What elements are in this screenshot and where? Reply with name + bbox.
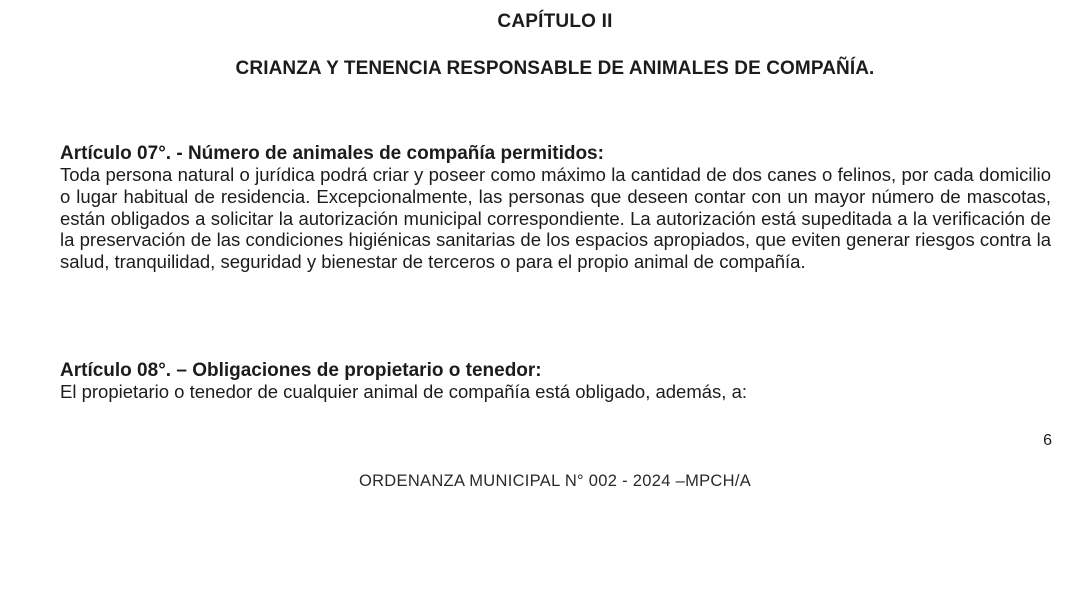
chapter-subtitle: CRIANZA Y TENENCIA RESPONSABLE DE ANIMALES DE COMPAÑÍA.: [235, 58, 875, 79]
article-07-heading: Artículo 07°. - Número de animales de compañía permitidos:: [60, 143, 604, 164]
page-number: 6: [1043, 432, 1052, 449]
document-footer: ORDENANZA MUNICIPAL N° 002 - 2024 –MPCH/A: [358, 472, 752, 490]
article-08-body: El propietario o tenedor de cualquier animal de compañía está obligado, además, a:: [60, 381, 747, 402]
article-07-body: Toda persona natural o jurídica podrá criar y poseer como máximo la cantidad de dos canes o felinos, por cada domicilio o lugar habitual de residencia. Excepcionalmente, las personas que deseen contar con un mayor número de mascotas, están obligados a solicitar la autorización municipal correspondiente. La autorización está supeditada a la verificación de la preservación de las condiciones higiénicas sanitarias de los espacios apropiados, que eviten generar riesgos contra la salud, tranquilidad, seguridad y bienestar de terceros o para el propio animal de compañía.: [60, 164, 1051, 273]
article-08: [60, 360, 1051, 403]
article-07: [60, 143, 1051, 273]
article-08-heading: Artículo 08°. – Obligaciones de propietario o tenedor:: [60, 360, 542, 381]
chapter-title: CAPÍTULO II: [497, 11, 613, 32]
